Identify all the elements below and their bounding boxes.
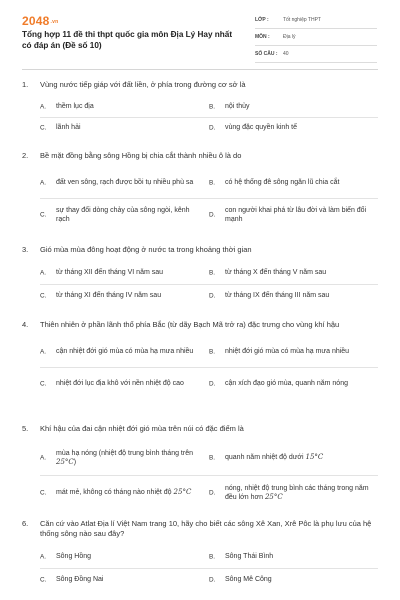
- temperature-value: 25°C: [56, 458, 74, 466]
- option-c[interactable]: [40, 569, 209, 591]
- option-a[interactable]: [40, 441, 209, 475]
- option-row: [40, 476, 378, 510]
- option-text: Sông Hồng: [56, 553, 92, 561]
- option-text: từ tháng XII đến tháng VI năm sau: [56, 269, 164, 277]
- logo-suffix: .vn: [50, 18, 59, 25]
- option-text: từ tháng IX đến tháng III năm sau: [225, 292, 330, 300]
- option-text: cận nhiệt đới gió mùa có mùa hạ mưa nhiều: [56, 348, 194, 356]
- question-2: [22, 151, 378, 231]
- option-text: nội thủy: [225, 103, 250, 111]
- question-prompt: Thiên nhiên ở phần lãnh thổ phía Bắc (từ dãy Bạch Mã trở ra) đặc trưng cho vùng khí hậu: [40, 320, 340, 329]
- option-row: [40, 441, 378, 475]
- question-text: [22, 80, 378, 90]
- logo-text: 2048: [22, 14, 50, 28]
- option-row: [40, 285, 378, 307]
- temperature-value: 25°C: [264, 493, 283, 501]
- meta-value: Tốt nghiệp THPT: [283, 17, 321, 23]
- option-a[interactable]: [40, 546, 209, 568]
- option-a[interactable]: [40, 262, 209, 284]
- option-b[interactable]: [209, 97, 378, 117]
- option-b[interactable]: [209, 262, 378, 284]
- meta-row-subject: [255, 31, 377, 46]
- option-d[interactable]: [209, 118, 378, 138]
- option-letter: D.: [209, 489, 216, 497]
- option-text-main: nóng, nhiệt độ trung bình các tháng trong năm đều lớn hơn: [225, 484, 369, 501]
- option-text: sự thay đổi dòng chảy của sông ngòi, kênh rạch: [56, 206, 190, 223]
- question-number: 6.: [22, 519, 29, 528]
- option-c[interactable]: [40, 199, 209, 231]
- question-text: [22, 151, 378, 161]
- option-text: [225, 484, 373, 503]
- option-text-main: quanh năm nhiệt độ dưới: [225, 454, 306, 462]
- option-d[interactable]: [209, 285, 378, 307]
- option-letter: A.: [40, 454, 47, 462]
- header-divider: [22, 69, 378, 70]
- option-letter: A.: [40, 348, 47, 356]
- option-grid: [40, 546, 378, 591]
- option-row: [40, 569, 378, 591]
- document-title: Tổng hợp 11 đề thi thpt quốc gia môn Địa Lý Hay nhất có đáp án (Đề số 10): [22, 30, 233, 50]
- option-text: con người khai phá từ lâu đời và làm biến đổi mạnh: [225, 206, 367, 223]
- meta-label: LỚP :: [255, 17, 269, 23]
- question-prompt: Căn cứ vào Atlat Địa lí Việt Nam trang 10, hãy cho biết các sông Xê Xan, Xrê Pôc là phụ lưu của hệ thống sông nào sau đây?: [40, 519, 372, 538]
- question-5: [22, 424, 378, 510]
- question-number: 5.: [22, 424, 29, 433]
- option-a[interactable]: [40, 337, 209, 367]
- option-row: [40, 118, 378, 138]
- question-4: [22, 320, 378, 400]
- option-grid: [40, 441, 378, 510]
- option-text: từ tháng XI đến tháng IV năm sau: [56, 292, 162, 300]
- option-letter: B.: [209, 348, 216, 356]
- option-text: [56, 488, 204, 498]
- option-d[interactable]: [209, 199, 378, 231]
- option-c[interactable]: [40, 118, 209, 138]
- option-c[interactable]: [40, 285, 209, 307]
- option-letter: C.: [40, 380, 47, 388]
- question-text: [22, 424, 378, 434]
- option-letter: B.: [209, 269, 216, 277]
- meta-label: MÔN :: [255, 34, 270, 40]
- option-letter: D.: [209, 576, 216, 584]
- meta-label: SỐ CÂU :: [255, 51, 278, 57]
- option-d[interactable]: [209, 476, 378, 510]
- question-prompt: Vùng nước tiếp giáp với đất liền, ở phía trong đường cơ sở là: [40, 80, 246, 89]
- option-letter: D.: [209, 292, 216, 300]
- question-number: 3.: [22, 245, 29, 254]
- meta-row-count: [255, 48, 377, 63]
- option-text: lãnh hải: [56, 124, 81, 132]
- option-text: thềm lục địa: [56, 103, 94, 111]
- question-6: [22, 519, 378, 591]
- option-letter: B.: [209, 103, 216, 111]
- option-text: Sông Đồng Nai: [56, 576, 104, 584]
- option-b[interactable]: [209, 441, 378, 475]
- question-3: [22, 245, 378, 307]
- option-row: [40, 546, 378, 568]
- option-b[interactable]: [209, 546, 378, 568]
- option-d[interactable]: [209, 368, 378, 400]
- option-text: Sông Mê Công: [225, 576, 272, 584]
- option-letter: B.: [209, 179, 216, 187]
- option-text: đất ven sông, rạch được bồi tụ nhiều phù sa: [56, 179, 194, 187]
- option-b[interactable]: [209, 337, 378, 367]
- option-row: [40, 168, 378, 198]
- option-text: nhiệt đới lục địa khô với nền nhiệt độ cao: [56, 380, 184, 388]
- meta-value: 40: [283, 51, 289, 57]
- option-a[interactable]: [40, 168, 209, 198]
- option-d[interactable]: [209, 569, 378, 591]
- option-text: cận xích đạo gió mùa, quanh năm nóng: [225, 380, 348, 388]
- option-text: [56, 449, 204, 468]
- option-grid: [40, 97, 378, 138]
- question-text: [22, 320, 378, 330]
- option-letter: D.: [209, 380, 216, 388]
- temperature-value: 25°C: [173, 488, 192, 497]
- option-grid: [40, 168, 378, 231]
- option-a[interactable]: [40, 97, 209, 117]
- option-b[interactable]: [209, 168, 378, 198]
- temperature-value: 15°C: [305, 453, 324, 462]
- question-text: [22, 245, 378, 255]
- question-number: 1.: [22, 80, 29, 89]
- option-row: [40, 199, 378, 231]
- option-letter: C.: [40, 292, 47, 300]
- option-row: [40, 262, 378, 284]
- option-letter: A.: [40, 179, 47, 187]
- page-header: [0, 0, 400, 68]
- option-c[interactable]: [40, 368, 209, 400]
- option-text: nhiệt đới gió mùa có mùa hạ mưa nhiều: [225, 348, 350, 356]
- option-row: [40, 97, 378, 117]
- question-text: [22, 519, 378, 539]
- option-text: vùng đặc quyền kinh tế: [225, 124, 297, 132]
- meta-value: Địa lý: [283, 34, 296, 40]
- option-text: từ tháng X đến tháng V năm sau: [225, 269, 327, 277]
- option-text: [225, 453, 373, 463]
- option-text: Sông Thái Bình: [225, 553, 274, 561]
- question-1: [22, 80, 378, 138]
- option-letter: C.: [40, 576, 47, 584]
- option-letter: C.: [40, 489, 47, 497]
- option-text: có hệ thống đê sông ngăn lũ chia cắt: [225, 179, 340, 187]
- option-letter: B.: [209, 454, 216, 462]
- question-prompt: Khí hậu của đai cận nhiệt đới gió mùa trên núi có đặc điểm là: [40, 424, 244, 433]
- option-letter: C.: [40, 124, 47, 132]
- question-prompt: Gió mùa mùa đông hoạt động ở nước ta trong khoảng thời gian: [40, 245, 252, 254]
- option-row: [40, 368, 378, 400]
- option-row: [40, 337, 378, 367]
- option-letter: A.: [40, 553, 47, 561]
- question-prompt: Bề mặt đồng bằng sông Hồng bị chia cắt thành nhiều ô là do: [40, 151, 242, 160]
- option-grid: [40, 337, 378, 400]
- option-text-main: mát mẻ, không có tháng nào nhiệt độ: [56, 489, 174, 497]
- site-logo[interactable]: [22, 14, 58, 28]
- meta-row-class: [255, 14, 377, 29]
- option-text-tail: ): [73, 459, 77, 466]
- question-number: 4.: [22, 320, 29, 329]
- option-letter: A.: [40, 103, 47, 111]
- option-letter: C.: [40, 211, 47, 219]
- option-c[interactable]: [40, 476, 209, 510]
- option-grid: [40, 262, 378, 307]
- option-letter: D.: [209, 124, 216, 132]
- option-letter: B.: [209, 553, 216, 561]
- option-letter: A.: [40, 269, 47, 277]
- option-text-main: mùa hạ nóng (nhiệt độ trung bình tháng trên: [56, 449, 193, 457]
- document-meta: [255, 14, 377, 65]
- question-number: 2.: [22, 151, 29, 160]
- option-letter: D.: [209, 211, 216, 219]
